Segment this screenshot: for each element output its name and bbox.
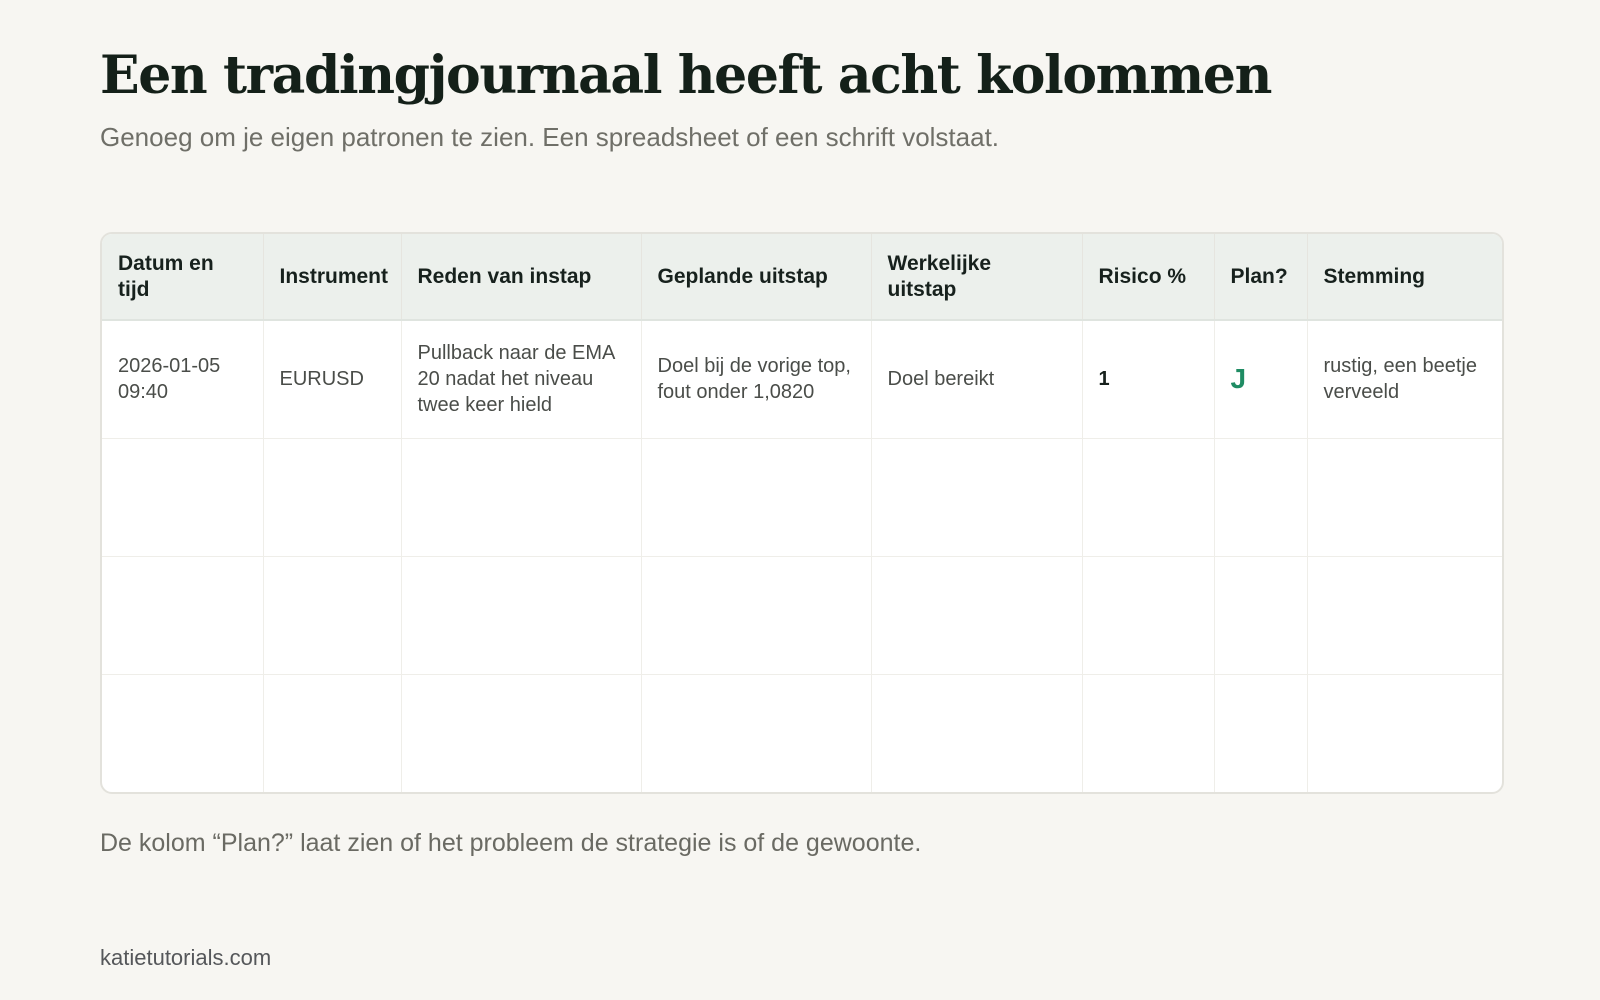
cell-reden[interactable]	[401, 674, 641, 792]
cell-plan: J	[1214, 320, 1307, 438]
cell-werkelijke-uitstap[interactable]	[871, 438, 1082, 556]
page-title: Een tradingjournaal heeft acht kolommen	[100, 45, 1272, 106]
cell-werkelijke-uitstap[interactable]	[871, 674, 1082, 792]
cell-plan[interactable]	[1214, 674, 1307, 792]
cell-instrument[interactable]	[263, 674, 401, 792]
cell-plan[interactable]	[1214, 556, 1307, 674]
table-row	[102, 674, 1502, 792]
cell-stemming[interactable]	[1307, 438, 1502, 556]
cell-instrument[interactable]	[263, 556, 401, 674]
cell-geplande-uitstap[interactable]	[641, 438, 871, 556]
cell-risico: 1	[1082, 320, 1214, 438]
table-row	[102, 438, 1502, 556]
column-header-instrument: Instrument	[263, 234, 401, 320]
cell-plan[interactable]	[1214, 438, 1307, 556]
footnote: De kolom “Plan?” laat zien of het probleem de strategie is of de gewoonte.	[100, 829, 922, 857]
cell-reden[interactable]	[401, 438, 641, 556]
cell-datum: 2026-01-05 09:40	[102, 320, 263, 438]
cell-datum[interactable]	[102, 438, 263, 556]
cell-geplande-uitstap: Doel bij de vorige top, fout onder 1,0820	[641, 320, 871, 438]
cell-werkelijke-uitstap[interactable]	[871, 556, 1082, 674]
column-header-plan: Plan?	[1214, 234, 1307, 320]
cell-reden[interactable]	[401, 556, 641, 674]
cell-datum[interactable]	[102, 674, 263, 792]
page-subtitle: Genoeg om je eigen patronen te zien. Een spreadsheet of een schrift volstaat.	[100, 122, 1000, 152]
column-header-datum: Datum en tijd	[102, 234, 263, 320]
cell-geplande-uitstap[interactable]	[641, 556, 871, 674]
site-footer: katietutorials.com	[100, 945, 272, 970]
cell-stemming: rustig, een beetje verveeld	[1307, 320, 1502, 438]
cell-risico[interactable]	[1082, 556, 1214, 674]
journal-table	[102, 234, 1502, 792]
table-header-row	[102, 234, 1502, 320]
cell-risico[interactable]	[1082, 438, 1214, 556]
cell-risico[interactable]	[1082, 674, 1214, 792]
column-header-werkelijke-uitstap: Werkelijke uitstap	[871, 234, 1082, 320]
column-header-stemming: Stemming	[1307, 234, 1502, 320]
column-header-reden: Reden van instap	[401, 234, 641, 320]
column-header-geplande-uitstap: Geplande uitstap	[641, 234, 871, 320]
cell-instrument: EURUSD	[263, 320, 401, 438]
cell-stemming[interactable]	[1307, 674, 1502, 792]
cell-instrument[interactable]	[263, 438, 401, 556]
cell-datum[interactable]	[102, 556, 263, 674]
cell-stemming[interactable]	[1307, 556, 1502, 674]
table-row	[102, 556, 1502, 674]
column-header-risico: Risico %	[1082, 234, 1214, 320]
cell-werkelijke-uitstap: Doel bereikt	[871, 320, 1082, 438]
cell-geplande-uitstap[interactable]	[641, 674, 871, 792]
journal-table-container	[100, 232, 1504, 794]
cell-reden: Pullback naar de EMA 20 nadat het niveau twee keer hield	[401, 320, 641, 438]
table-row	[102, 320, 1502, 438]
